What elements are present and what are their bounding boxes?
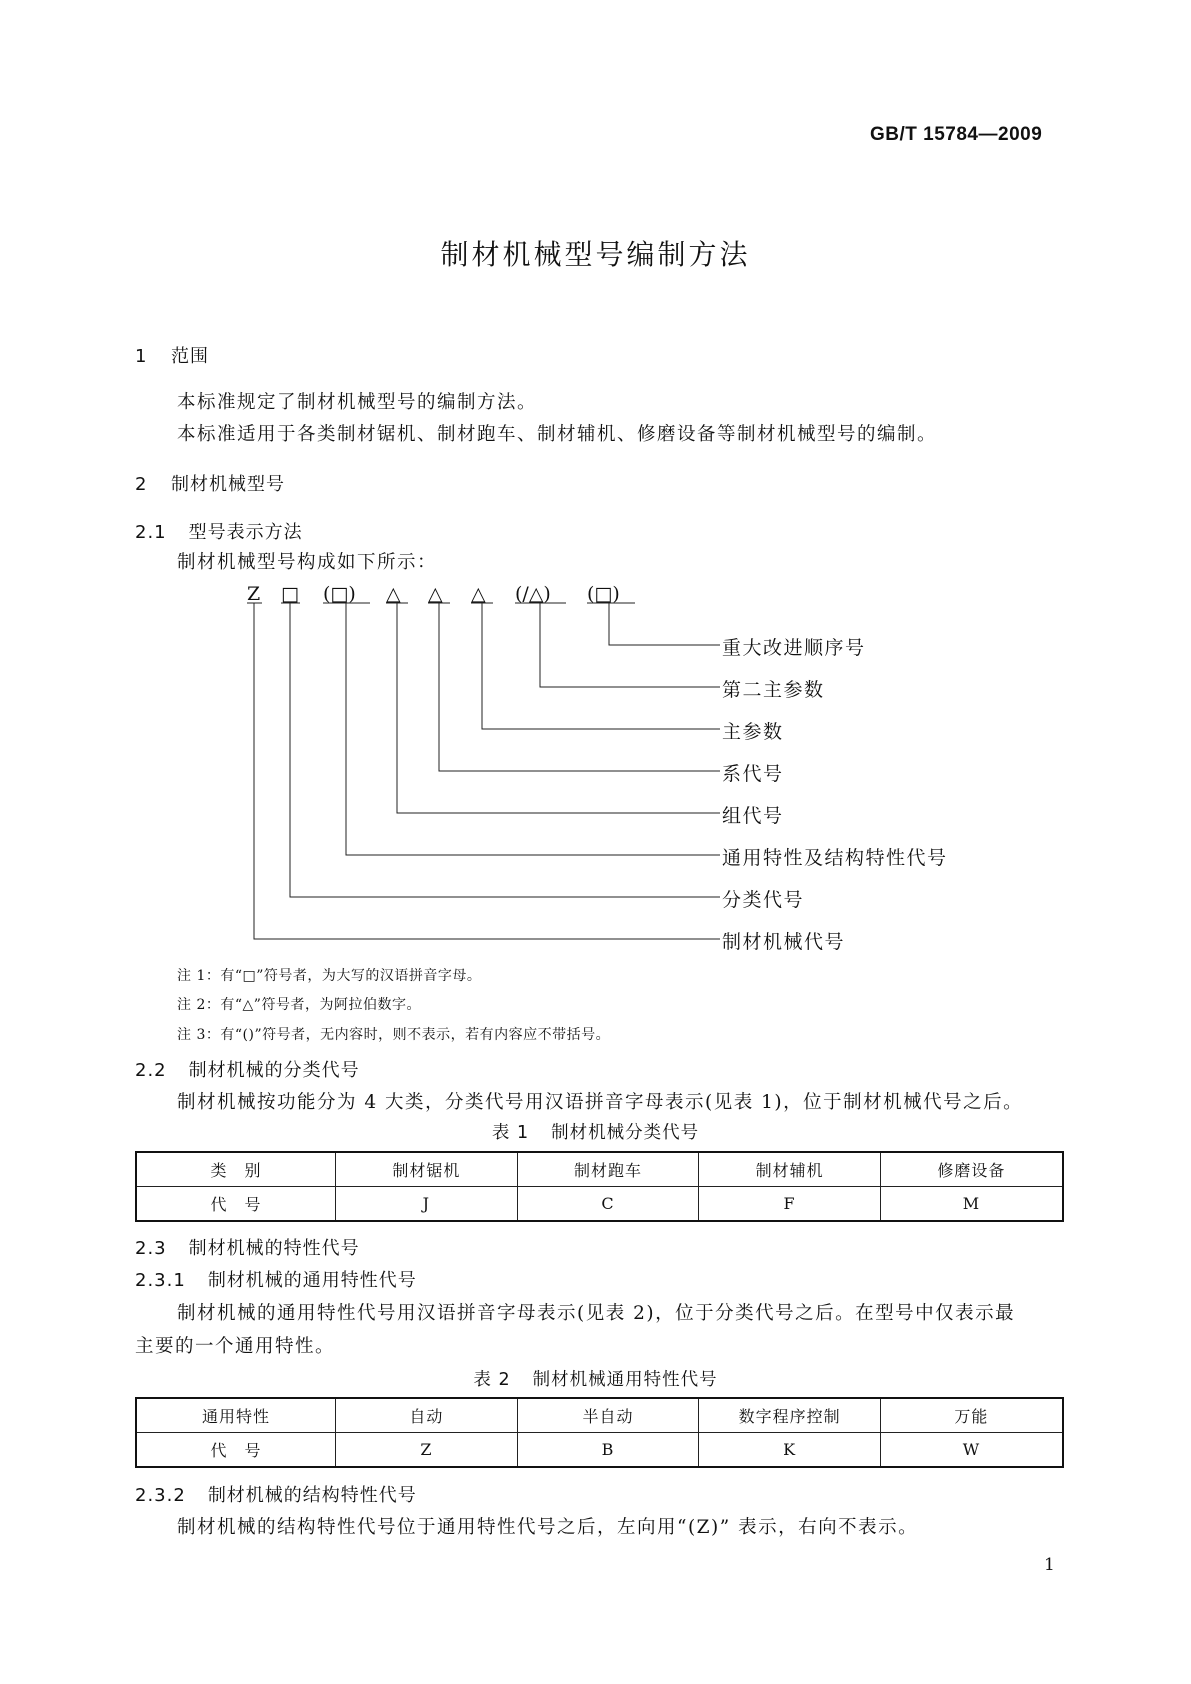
paragraph: 本标准适用于各类制材锯机、制材跑车、制材辅机、修磨设备等制材机械型号的编制。 [177, 424, 938, 445]
section-title: 制材机械的特性代号 [188, 1238, 360, 1259]
paragraph: 制材机械的结构特性代号位于通用特性代号之后，左向用“(Z)” 表示，右向不表示。 [177, 1517, 919, 1538]
diagram-label: 通用特性及结构特性代号 [722, 847, 948, 869]
table-cell: M [880, 1187, 1063, 1222]
table-cell: B [517, 1433, 699, 1468]
note: 注 2：有“△”符号者，为阿拉伯数字。 [177, 997, 421, 1013]
diagram-label: 重大改进顺序号 [722, 637, 866, 659]
diagram-label: 制材机械代号 [722, 931, 846, 953]
section-title: 制材机械型号 [171, 474, 285, 495]
section-number: 2.3 [135, 1238, 167, 1259]
paragraph: 制材机械的通用特性代号用汉语拼音字母表示(见表 2)，位于分类代号之后。在型号中仅表示最 [177, 1303, 1016, 1324]
section-title: 型号表示方法 [188, 522, 303, 543]
table-2-caption [0, 1366, 1191, 1391]
table-cell: W [880, 1433, 1063, 1468]
section-2-3-1-heading [135, 1266, 417, 1292]
table-cell: K [699, 1433, 881, 1468]
standard-number: GB/T 15784—2009 [870, 124, 1043, 145]
table-cell: 半自动 [517, 1398, 699, 1433]
table-cell: 数字程序控制 [699, 1398, 881, 1433]
section-title: 范围 [171, 346, 209, 367]
paragraph: 制材机械型号构成如下所示： [177, 552, 438, 573]
table-cell: Z [336, 1433, 518, 1468]
caption-number: 表 1 [491, 1123, 530, 1143]
document-title: 制材机械型号编制方法 [440, 238, 751, 271]
code-symbol-digit: △ [471, 583, 486, 605]
table-cell: 类 别 [136, 1152, 336, 1187]
section-number: 2 [135, 474, 148, 495]
code-symbol-z: Z [247, 583, 261, 605]
diagram-label: 系代号 [722, 763, 784, 785]
diagram-label: 组代号 [722, 805, 784, 827]
table-cell: 修磨设备 [880, 1152, 1063, 1187]
table-cell: 制材辅机 [699, 1152, 881, 1187]
section-title: 制材机械的结构特性代号 [207, 1485, 417, 1506]
table-cell: C [517, 1187, 699, 1222]
section-title: 制材机械的通用特性代号 [207, 1270, 417, 1291]
paragraph: 本标准规定了制材机械型号的编制方法。 [177, 392, 538, 413]
table-cell: 自动 [336, 1398, 518, 1433]
table-row [136, 1152, 1063, 1187]
section-2-3-heading [135, 1234, 360, 1260]
section-2-3-2-heading [135, 1481, 417, 1507]
code-symbol-optional-letter: (□) [587, 583, 620, 605]
diagram-label: 第二主参数 [722, 679, 825, 701]
section-number: 2.2 [135, 1060, 167, 1081]
table-1-caption [0, 1119, 1191, 1144]
diagram-label: 分类代号 [722, 889, 805, 911]
section-number: 2.3.2 [135, 1485, 186, 1506]
table-cell: 制材锯机 [336, 1152, 518, 1187]
note: 注 1：有“□”符号者，为大写的汉语拼音字母。 [177, 968, 482, 984]
code-symbol-digit: △ [386, 583, 401, 605]
table-cell: 代 号 [136, 1433, 336, 1468]
section-2-2-heading [135, 1056, 360, 1082]
page-number: 1 [1044, 1555, 1055, 1575]
table-1 [135, 1151, 1064, 1222]
caption-number: 表 2 [473, 1370, 511, 1390]
paragraph: 制材机械按功能分为 4 大类，分类代号用汉语拼音字母表示(见表 1)，位于制材机械代号之后。 [177, 1092, 1024, 1113]
table-cell: 代 号 [136, 1187, 336, 1222]
section-number: 1 [135, 346, 148, 367]
table-cell: J [336, 1187, 518, 1222]
section-title: 制材机械的分类代号 [188, 1060, 360, 1081]
caption-text: 制材机械通用特性代号 [532, 1370, 718, 1390]
section-number: 2.1 [135, 522, 167, 543]
table-cell: 万能 [880, 1398, 1063, 1433]
section-number: 2.3.1 [135, 1270, 186, 1291]
table-cell: 制材跑车 [517, 1152, 699, 1187]
table-row [136, 1398, 1063, 1433]
note: 注 3：有“()”符号者，无内容时，则不表示，若有内容应不带括号。 [177, 1027, 611, 1043]
code-symbol-letter: □ [281, 583, 299, 605]
caption-text: 制材机械分类代号 [551, 1123, 700, 1143]
paragraph: 主要的一个通用特性。 [135, 1336, 336, 1357]
table-row [136, 1433, 1063, 1468]
table-row [136, 1187, 1063, 1222]
code-symbol-optional-letter: (□) [323, 583, 356, 605]
table-2 [135, 1397, 1064, 1468]
code-symbol-digit: △ [428, 583, 443, 605]
diagram-label: 主参数 [722, 721, 784, 743]
table-cell: F [699, 1187, 881, 1222]
table-cell: 通用特性 [136, 1398, 336, 1433]
code-symbol-optional-digit: (/△) [515, 583, 551, 605]
